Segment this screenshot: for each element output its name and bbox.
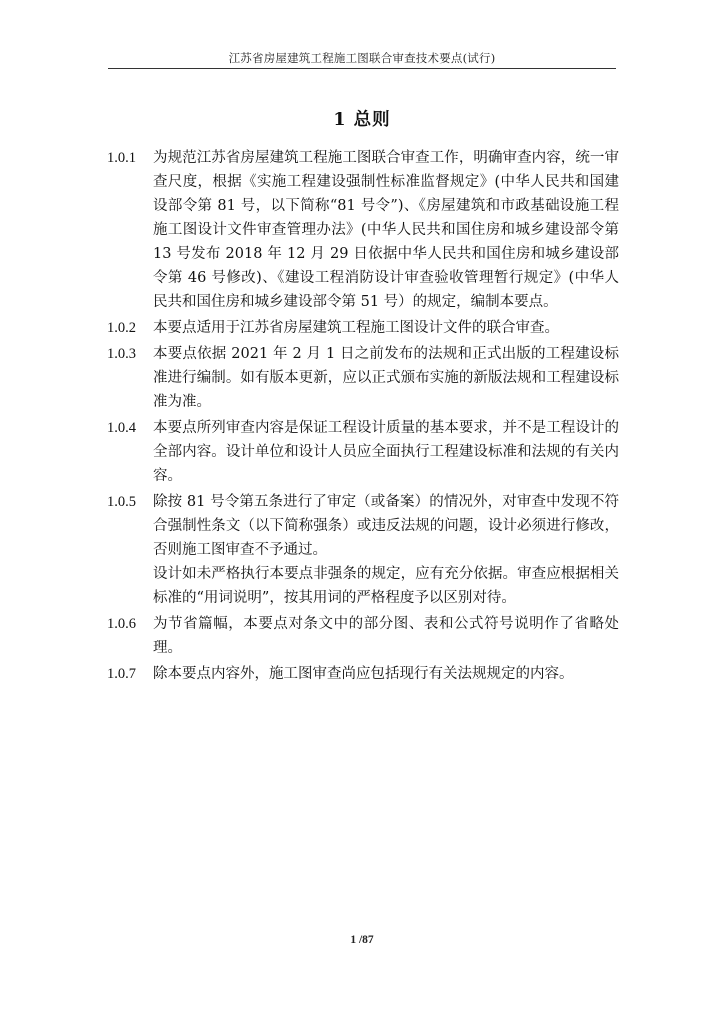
clause-list bbox=[107, 146, 619, 688]
clause-1-0-5 bbox=[107, 490, 619, 610]
clause-body bbox=[153, 416, 619, 488]
chapter-title: 1 总则 bbox=[333, 109, 391, 130]
clause-text: 为节省篇幅，本要点对条文中的部分图、表和公式符号说明作了省略处理。 bbox=[153, 616, 619, 656]
clause-body bbox=[153, 612, 619, 660]
clause-1-0-7 bbox=[107, 662, 619, 686]
clause-body bbox=[153, 490, 619, 610]
header-divider bbox=[108, 68, 616, 69]
clause-text: 为规范江苏省房屋建筑工程施工图联合审查工作，明确审查内容，统一审查尺度，根据《实施工程建设强制性标准监督规定》(中华人民共和国建设部令第 81 号，以下简称“81 号令”)、《房屋建筑和市政基础设施工程施工图设计文件审查管理办法》(中华人民共和国住房和城乡建设部令第 13 号发布 2018 年 12 月 29 日依据中华人民共和国住房和城乡建设部令第 46 号修改)、《建设工程消防设计审查验收管理暂行规定》(中华人民共和国住房和城乡建设部令第 51 号）的规定，编制本要点。 bbox=[153, 150, 619, 310]
clause-number: 1.0.4 bbox=[107, 420, 136, 436]
clause-text: 本要点适用于江苏省房屋建筑工程施工图设计文件的联合审查。 bbox=[153, 320, 559, 336]
clause-body bbox=[153, 316, 619, 340]
page-number: 1 /87 bbox=[350, 934, 374, 946]
clause-text: 本要点依据 2021 年 2 月 1 日之前发布的法规和正式出版的工程建设标准进行编制。如有版本更新，应以正式颁布实施的新版法规和工程建设标准为准。 bbox=[153, 346, 619, 410]
clause-number: 1.0.1 bbox=[107, 150, 136, 166]
clause-body bbox=[153, 146, 619, 314]
clause-1-0-4 bbox=[107, 416, 619, 488]
clause-text: 除本要点内容外，施工图审查尚应包括现行有关法规规定的内容。 bbox=[153, 666, 574, 682]
clause-1-0-1 bbox=[107, 146, 619, 314]
clause-text: 除按 81 号令第五条进行了审定（或备案）的情况外，对审查中发现不符合强制性条文（以下简称强条）或违反法规的问题，设计必须进行修改，否则施工图审查不予通过。 bbox=[153, 494, 619, 558]
clause-1-0-6 bbox=[107, 612, 619, 660]
clause-1-0-3 bbox=[107, 342, 619, 414]
clause-number: 1.0.5 bbox=[107, 494, 136, 510]
clause-number: 1.0.6 bbox=[107, 616, 136, 632]
clause-number: 1.0.7 bbox=[107, 666, 136, 682]
clause-body bbox=[153, 342, 619, 414]
clause-text: 设计如未严格执行本要点非强条的规定，应有充分依据。审查应根据相关标准的“用词说明”，按其用词的严格程度予以区别对待。 bbox=[153, 566, 619, 606]
clause-number: 1.0.2 bbox=[107, 320, 136, 336]
clause-body bbox=[153, 662, 619, 686]
running-header: 江苏省房屋建筑工程施工图联合审查技术要点(试行) bbox=[228, 51, 496, 65]
clause-text: 本要点所列审查内容是保证工程设计质量的基本要求，并不是工程设计的全部内容。设计单位和设计人员应全面执行工程建设标准和法规的有关内容。 bbox=[153, 420, 619, 484]
clause-number: 1.0.3 bbox=[107, 346, 136, 362]
clause-1-0-2 bbox=[107, 316, 619, 340]
